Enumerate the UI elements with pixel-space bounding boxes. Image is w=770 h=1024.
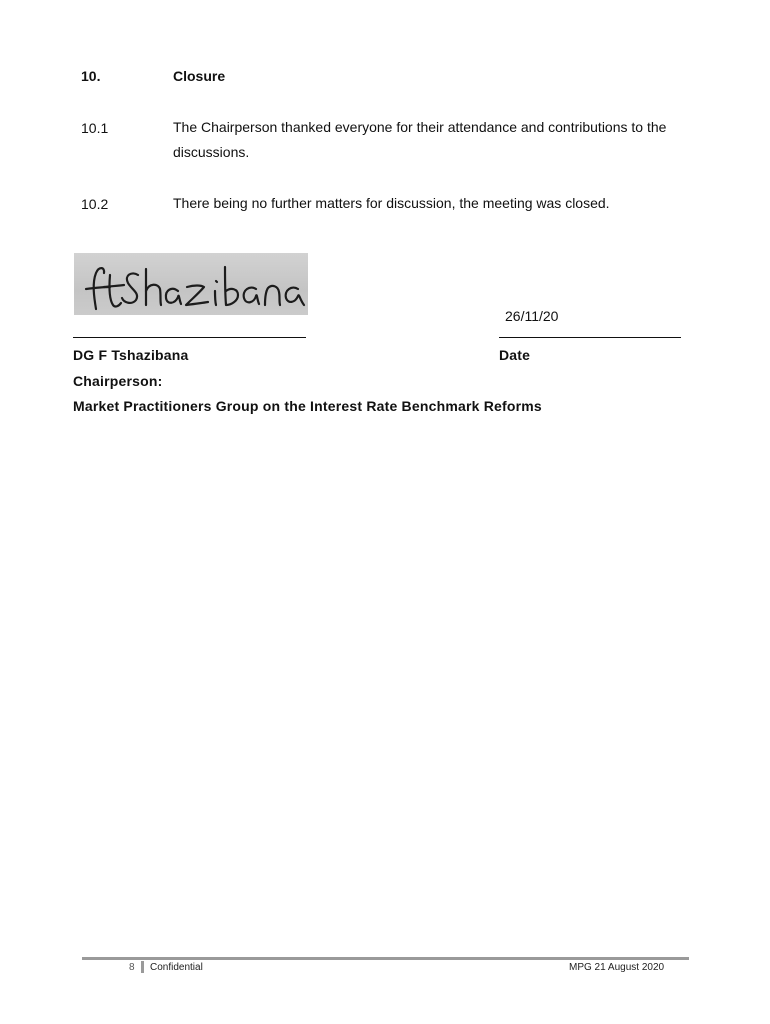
- item-text: The Chairperson thanked everyone for their attendance and contributions to the discussions.: [173, 119, 667, 160]
- date-line: [499, 337, 681, 338]
- signature-date-value: 26/11/20: [505, 308, 559, 324]
- footer-confidential-label: Confidential: [150, 962, 203, 973]
- item-text: There being no further matters for discussion, the meeting was closed.: [173, 195, 610, 211]
- signature-line: [73, 337, 306, 338]
- signature-scribble: [74, 253, 308, 315]
- item-number: 10.2: [81, 196, 109, 212]
- signer-name: DG F Tshazibana: [73, 347, 189, 363]
- section-title: Closure: [173, 68, 226, 84]
- section-number: 10.: [81, 68, 101, 84]
- footer-page-number: 8: [129, 962, 135, 973]
- footer-document-reference: MPG 21 August 2020: [569, 962, 665, 973]
- signer-role: Chairperson:: [73, 373, 163, 389]
- date-label: Date: [499, 347, 531, 363]
- footer-rule: [82, 957, 689, 960]
- handwritten-signature-image: [74, 253, 308, 315]
- item-number: 10.1: [81, 120, 109, 136]
- footer-separator: [141, 961, 144, 973]
- signer-organization: Market Practitioners Group on the Interest Rate Benchmark Reforms: [73, 398, 542, 414]
